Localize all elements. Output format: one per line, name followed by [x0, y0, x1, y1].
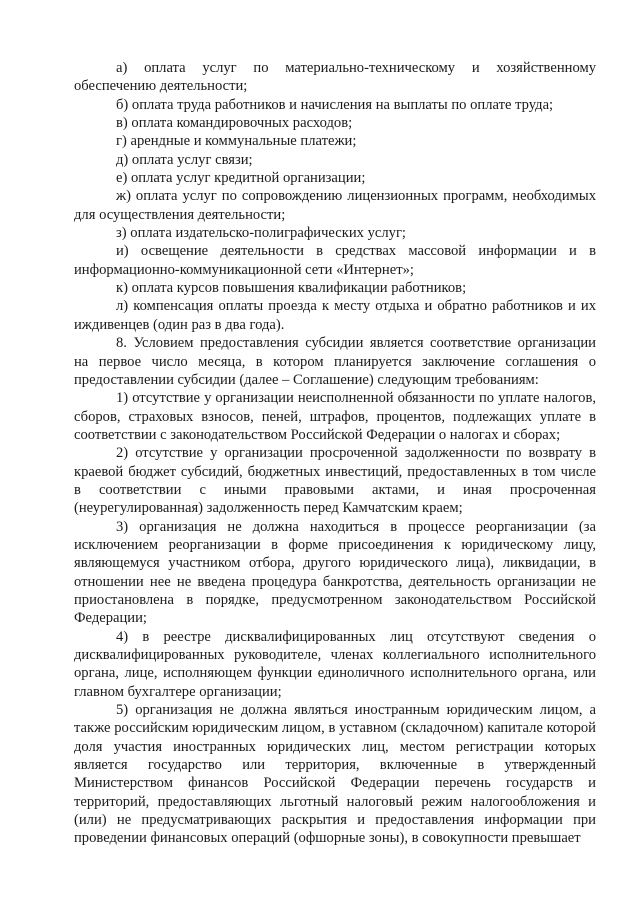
list-item-i: и) освещение деятельности в средствах массовой информации и в информационно-коммуникационной сети «Интернет»;	[74, 243, 596, 278]
list-item-z: з) оплата издательско-полиграфических услуг;	[116, 225, 406, 242]
list-item-g: г) арендные и коммунальные платежи;	[116, 133, 357, 150]
list-item-zh: ж) оплата услуг по сопровождению лицензионных программ, необходимых для осуществления деятельности;	[74, 188, 596, 223]
list-item-l: л) компенсация оплаты проезда к месту отдыха и обратно работников и их иждивенцев (один раз в два года).	[74, 298, 596, 333]
document-page	[74, 59, 596, 848]
requirement-3: 3) организация не должна находиться в процессе реорганизации (за исключением реорганизации в форме присоединения к юридическому лицу, являющемуся участником отбора, другого юридического лица), ликвидации, в отношении нее не введена процедура банкротства, деятельность организации не приостановлена в порядке, предусмотренном законодательством Российской Федерации;	[74, 518, 596, 627]
clause-8: 8. Условием предоставления субсидии является соответствие организации на первое число месяца, в котором планируется заключение соглашения о предоставлении субсидии (далее – Соглашение) следующим требованиям:	[74, 335, 596, 388]
list-item-a: а) оплата услуг по материально-техническому и хозяйственному обеспечению деятельности;	[74, 60, 596, 95]
requirement-2: 2) отсутствие у организации просроченной задолженности по возврату в краевой бюджет субсидий, бюджетных инвестиций, предоставленных в том числе в соответствии с иными правовыми актами, и иная просроченная (неурегулированная) задолженность перед Камчатским краем;	[74, 445, 596, 517]
requirement-1: 1) отсутствие у организации неисполненной обязанности по уплате налогов, сборов, страховых взносов, пеней, штрафов, процентов, подлежащих уплате в соответствии с законодательством Российской Федерации о налогах и сборах;	[74, 390, 596, 443]
requirement-4: 4) в реестре дисквалифицированных лиц отсутствуют сведения о дисквалифицированных руководителе, членах коллегиального исполнительного органа, лице, исполняющем функции единоличного исполнительного органа, или главном бухгалтере организации;	[74, 628, 596, 700]
list-item-k: к) оплата курсов повышения квалификации работников;	[116, 280, 467, 297]
list-item-d: д) оплата услуг связи;	[116, 151, 253, 168]
requirement-5: 5) организация не должна являться иностранным юридическим лицом, а также российским юридическим лицом, в уставном (складочном) капитале которой доля участия иностранных юридических лиц, местом регистрации которых является государство или территория, включенные в утвержденный Министерством финансов Российской Федерации перечень государств и территорий, предоставляющих льготный налоговый режим налогообложения и (или) не предусматривающих раскрытия и предоставления информации при проведении финансовых операций (офшорные зоны), в совокупности превышает	[74, 702, 596, 847]
list-item-v: в) оплата командировочных расходов;	[116, 115, 353, 132]
list-item-e: е) оплата услуг кредитной организации;	[116, 170, 366, 187]
list-item-b: б) оплата труда работников и начисления на выплаты по оплате труда;	[116, 96, 554, 113]
